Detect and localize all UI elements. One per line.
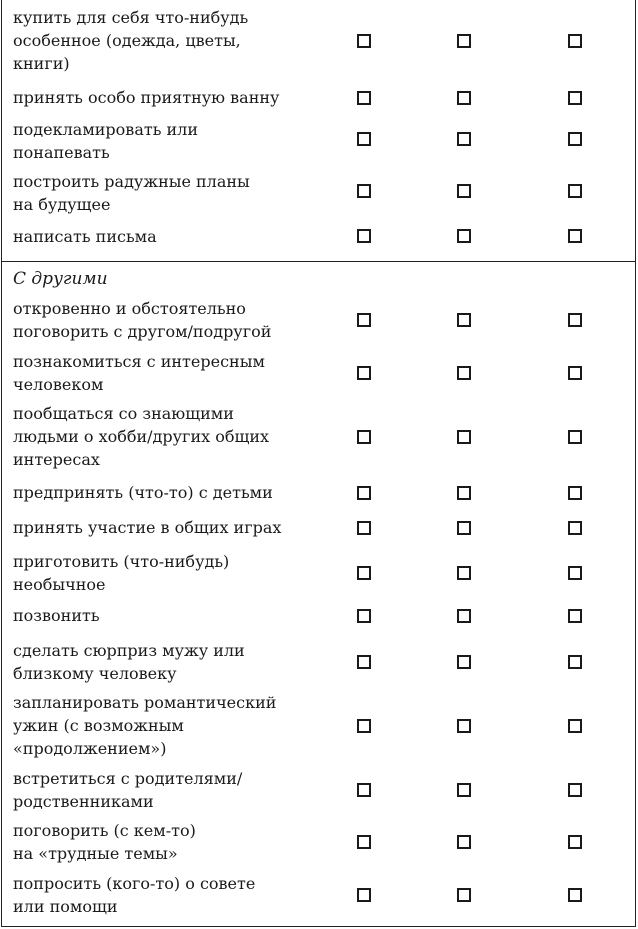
checkbox[interactable] <box>457 366 471 380</box>
checkbox[interactable] <box>457 783 471 797</box>
checkbox[interactable] <box>568 313 582 327</box>
item-label: подекламировать или понапевать <box>13 120 198 162</box>
checkbox[interactable] <box>568 719 582 733</box>
checkbox[interactable] <box>568 655 582 669</box>
checkbox[interactable] <box>457 132 471 146</box>
checkbox[interactable] <box>357 521 371 535</box>
item-label: попросить (кого-то) о совете или помощи <box>13 874 256 916</box>
checkbox[interactable] <box>568 486 582 500</box>
checkbox[interactable] <box>568 366 582 380</box>
checkbox[interactable] <box>357 313 371 327</box>
checkbox[interactable] <box>568 229 582 243</box>
checkbox[interactable] <box>568 521 582 535</box>
checkbox[interactable] <box>568 609 582 623</box>
checkbox[interactable] <box>357 655 371 669</box>
checkbox[interactable] <box>568 91 582 105</box>
section-title: С другими <box>13 269 108 289</box>
checkbox[interactable] <box>457 835 471 849</box>
checkbox[interactable] <box>457 888 471 902</box>
checkbox[interactable] <box>457 313 471 327</box>
item-label: встретиться с родителями/ родственниками <box>13 769 243 811</box>
checkbox[interactable] <box>357 783 371 797</box>
checkbox[interactable] <box>357 34 371 48</box>
item-label: написать письма <box>13 227 157 246</box>
checkbox[interactable] <box>457 521 471 535</box>
checkbox[interactable] <box>568 184 582 198</box>
checkbox[interactable] <box>357 366 371 380</box>
checklist-table <box>1 0 636 927</box>
checkbox[interactable] <box>357 609 371 623</box>
checkbox[interactable] <box>568 888 582 902</box>
section-divider <box>2 261 635 262</box>
checkbox[interactable] <box>357 184 371 198</box>
checkbox[interactable] <box>357 888 371 902</box>
checkbox[interactable] <box>357 486 371 500</box>
checkbox[interactable] <box>457 566 471 580</box>
checkbox[interactable] <box>457 430 471 444</box>
checkbox[interactable] <box>457 719 471 733</box>
checkbox[interactable] <box>457 486 471 500</box>
checkbox[interactable] <box>568 34 582 48</box>
checkbox[interactable] <box>568 835 582 849</box>
item-label: принять участие в общих играх <box>13 518 282 537</box>
item-label: предпринять (что-то) с детьми <box>13 483 273 502</box>
item-label: приготовить (что-нибудь) необычное <box>13 552 230 594</box>
checkbox[interactable] <box>457 184 471 198</box>
item-label: познакомиться с интересным человеком <box>13 352 265 394</box>
checkbox[interactable] <box>357 229 371 243</box>
checkbox[interactable] <box>357 132 371 146</box>
item-label: откровенно и обстоятельно поговорить с другом/подругой <box>13 299 272 341</box>
checkbox[interactable] <box>457 609 471 623</box>
checkbox[interactable] <box>357 566 371 580</box>
checkbox[interactable] <box>457 91 471 105</box>
item-label: купить для себя что-нибудь особенное (одежда, цветы, книги) <box>13 8 249 73</box>
item-label: построить радужные планы на будущее <box>13 172 250 214</box>
item-label: запланировать романтический ужин (с возможным «продолжением») <box>13 693 277 758</box>
checkbox[interactable] <box>357 719 371 733</box>
item-label: пообщаться со знающими людьми о хобби/других общих интересах <box>13 404 270 469</box>
checkbox[interactable] <box>568 783 582 797</box>
checkbox[interactable] <box>568 132 582 146</box>
checkbox[interactable] <box>357 835 371 849</box>
checkbox[interactable] <box>568 430 582 444</box>
checkbox[interactable] <box>357 430 371 444</box>
item-label: сделать сюрприз мужу или близкому человеку <box>13 641 245 683</box>
checkbox[interactable] <box>457 229 471 243</box>
checkbox[interactable] <box>568 566 582 580</box>
item-label: позвонить <box>13 606 100 625</box>
checkbox[interactable] <box>457 655 471 669</box>
item-label: принять особо приятную ванну <box>13 88 280 107</box>
checkbox[interactable] <box>457 34 471 48</box>
item-label: поговорить (с кем-то) на «трудные темы» <box>13 821 196 863</box>
checkbox[interactable] <box>357 91 371 105</box>
